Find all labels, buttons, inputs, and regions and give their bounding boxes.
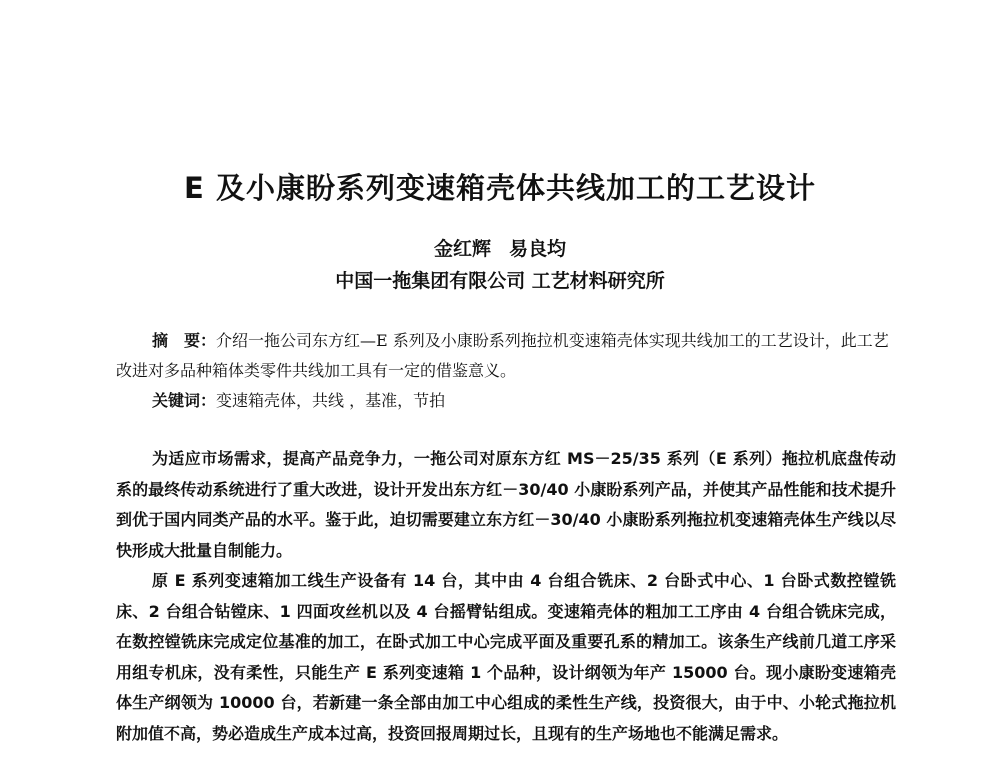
author-list bbox=[0, 234, 1000, 261]
author-name: 易良均 bbox=[509, 238, 567, 260]
body-text bbox=[116, 444, 896, 749]
author-name: 金红辉 bbox=[433, 238, 491, 260]
body-paragraph: 为适应市场需求，提高产品竞争力，一拖公司对原东方红 MS－25/35 系列（E 系列）拖拉机底盘传动系的最终传动系统进行了重大改进，设计开发出东方红－30/40 小康盼系列产品，并使其产品性能和技术提升到优于国内同类产品的水平。鉴于此，迫切需要建立东方红－30/40 小康盼系列拖拉机变速箱壳体生产线以尽快形成大批量自制能力。 bbox=[116, 449, 896, 560]
paper-title: E 及小康盼系列变速箱壳体共线加工的工艺设计 bbox=[184, 171, 816, 205]
affiliation: 中国一拖集团有限公司 工艺材料研究所 bbox=[335, 270, 665, 292]
keywords-label: 关键词： bbox=[152, 391, 217, 410]
body-paragraph: 原 E 系列变速箱加工线生产设备有 14 台，其中由 4 台组合铣床、2 台卧式中心、1 台卧式数控镗铣床、2 台组合钻镗床、1 四面攻丝机以及 4 台摇臂钻组成。变速箱壳体的粗加工工序由 4 台组合铣床完成，在数控镗铣床完成定位基准的加工，在卧式加工中心完成平面及重要孔系的精加工。该条生产线前几道工序采用组专机床，没有柔性，只能生产 E 系列变速箱 1 个品种，设计纲领为年产 15000 台。现小康盼变速箱壳体生产纲领为 10000 台，若新建一条全部由加工中心组成的柔性生产线，投资很大，由于中、小轮式拖拉机附加值不高，势必造成生产成本过高，投资回报周期过长，且现有的生产场地也不能满足需求。 bbox=[116, 571, 896, 743]
abstract-text: 介绍一拖公司东方红—E 系列及小康盼系列拖拉机变速箱壳体实现共线加工的工艺设计，此工艺改进对多品种箱体类零件共线加工具有一定的借鉴意义。 bbox=[116, 331, 889, 380]
keywords-text: 变速箱壳体，共线 ，基准，节拍 bbox=[216, 391, 446, 410]
abstract-label: 摘 要： bbox=[152, 331, 217, 350]
keywords bbox=[152, 386, 896, 416]
abstract bbox=[116, 326, 896, 386]
